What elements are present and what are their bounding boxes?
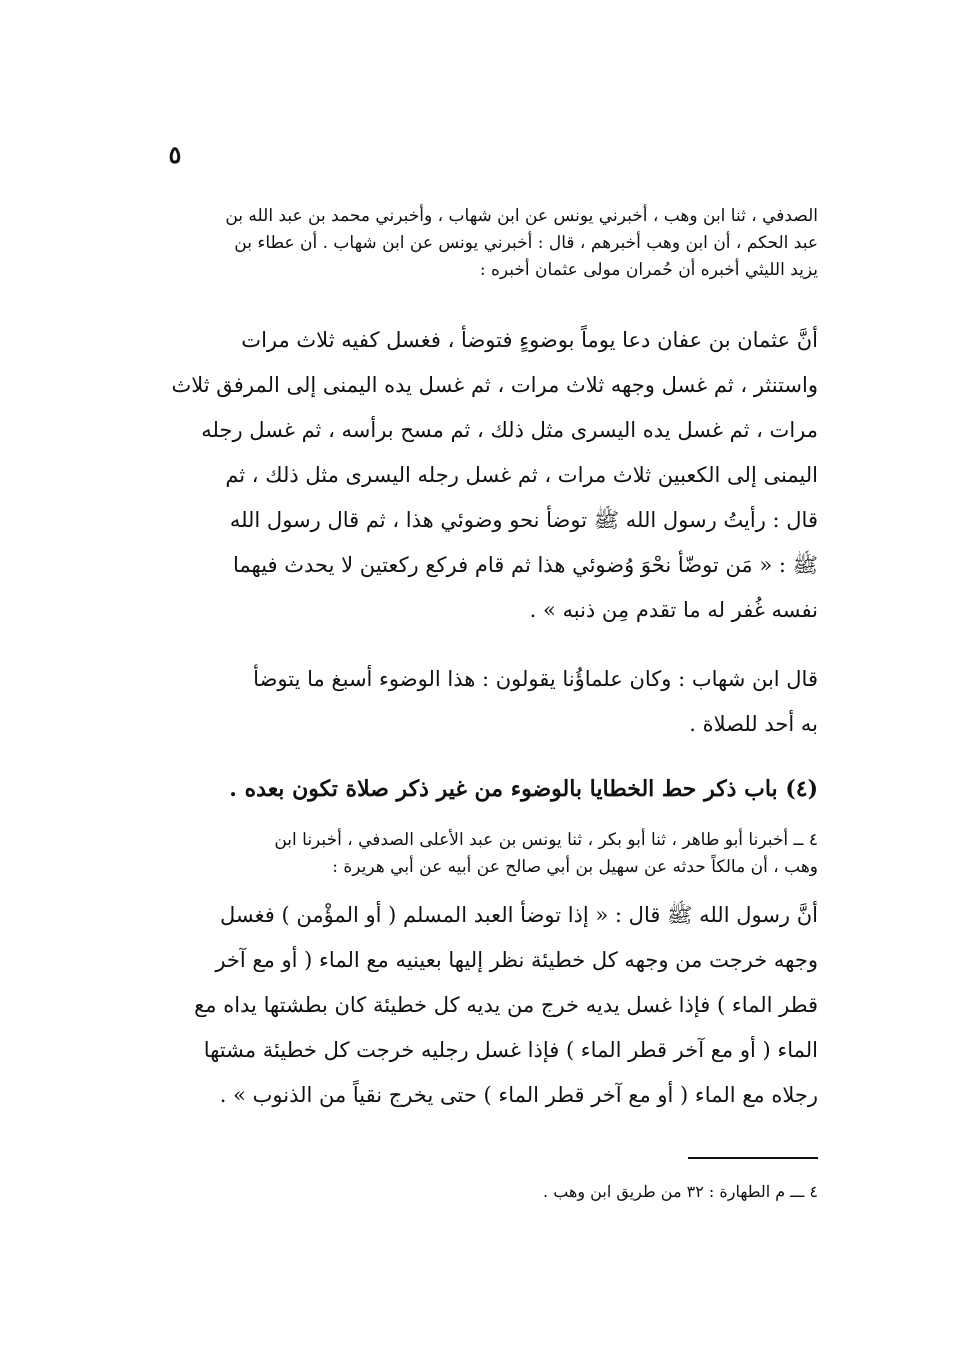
hadith-2 <box>158 893 818 1118</box>
ibn-shihab-statement <box>158 657 818 747</box>
ibn-shihab-line: به أحد للصلاة . <box>689 712 818 736</box>
hadith-1-line: قال : رأيتُ رسول الله ﷺ توضأ نحو وضوئي هذا ، ثم قال رسول الله <box>229 508 818 532</box>
isnad-1 <box>158 203 818 284</box>
isnad-1-line: عبد الحكم ، أن ابن وهب أخبرهم ، قال : أخبرني يونس عن ابن شهاب . أن عطاء بن <box>234 233 818 253</box>
hadith-1 <box>158 318 818 633</box>
hadith-1-line: مرات ، ثم غسل يده اليسرى مثل ذلك ، ثم مسح برأسه ، ثم غسل رجله <box>201 418 818 442</box>
isnad-1-line: يزيد الليثي أخبره أن حُمران مولى عثمان أخبره : <box>479 260 818 280</box>
hadith-1-line: أنَّ عثمان بن عفان دعا يوماً بوضوءٍ فتوضأ ، فغسل كفيه ثلاث مرات <box>241 328 818 352</box>
isnad-1-line: الصدفي ، ثنا ابن وهب ، أخبرني يونس عن ابن شهاب ، وأخبرني محمد بن عبد الله بن <box>225 206 818 226</box>
hadith-2-line: أنَّ رسول الله ﷺ قال : « إذا توضأ العبد المسلم ( أو المؤْمن ) فغسل <box>220 903 818 927</box>
hadith-2-line: وجهه خرجت من وجهه كل خطيئة نظر إليها بعينيه مع الماء ( أو مع آخر <box>215 948 818 972</box>
hadith-1-line: ﷺ : « مَن توضّأ نحْوَ وُضوئي هذا ثم قام فركع ركعتين لا يحدث فيهما <box>232 553 818 577</box>
isnad-2 <box>158 827 818 881</box>
hadith-2-line: قطر الماء ) فإذا غسل يديه خرج من يديه كل خطيئة كان بطشتها يداه مع <box>194 993 818 1017</box>
hadith-1-line: واستنثر ، ثم غسل وجهه ثلاث مرات ، ثم غسل يده اليمنى إلى المرفق ثلاث <box>171 373 818 397</box>
isnad-2-line: ٤ ــ أخبرنا أبو طاهر ، ثنا أبو بكر ، ثنا يونس بن عبد الأعلى الصدفي ، أخبرنا ابن <box>274 830 818 850</box>
isnad-2-line: وهب ، أن مالكاً حدثه عن سهيل بن أبي صالح عن أبيه عن أبي هريرة : <box>332 857 818 877</box>
ibn-shihab-line: قال ابن شهاب : وكان علماؤُنا يقولون : هذا الوضوء أسبغ ما يتوضأ <box>253 667 818 691</box>
hadith-1-line: نفسه غُفر له ما تقدم مِن ذنبه » . <box>529 598 818 622</box>
footnote-separator <box>688 1157 818 1159</box>
chapter-heading: (٤) باب ذكر حط الخطايا بالوضوء من غير ذكر صلاة تكون بعده . <box>229 776 818 802</box>
hadith-2-line: الماء ( أو مع آخر قطر الماء ) فإذا غسل رجليه خرجت كل خطيئة مشتها <box>203 1038 818 1062</box>
hadith-1-line: اليمنى إلى الكعبين ثلاث مرات ، ثم غسل رجله اليسرى مثل ذلك ، ثم <box>225 463 818 487</box>
hadith-2-line: رجلاه مع الماء ( أو مع آخر قطر الماء ) حتى يخرج نقياً من الذنوب » . <box>219 1083 818 1107</box>
page-number: ٥ <box>168 140 182 169</box>
footnote: ٤ ـــ م الطهارة : ٣٢ من طريق ابن وهب . <box>543 1182 818 1201</box>
